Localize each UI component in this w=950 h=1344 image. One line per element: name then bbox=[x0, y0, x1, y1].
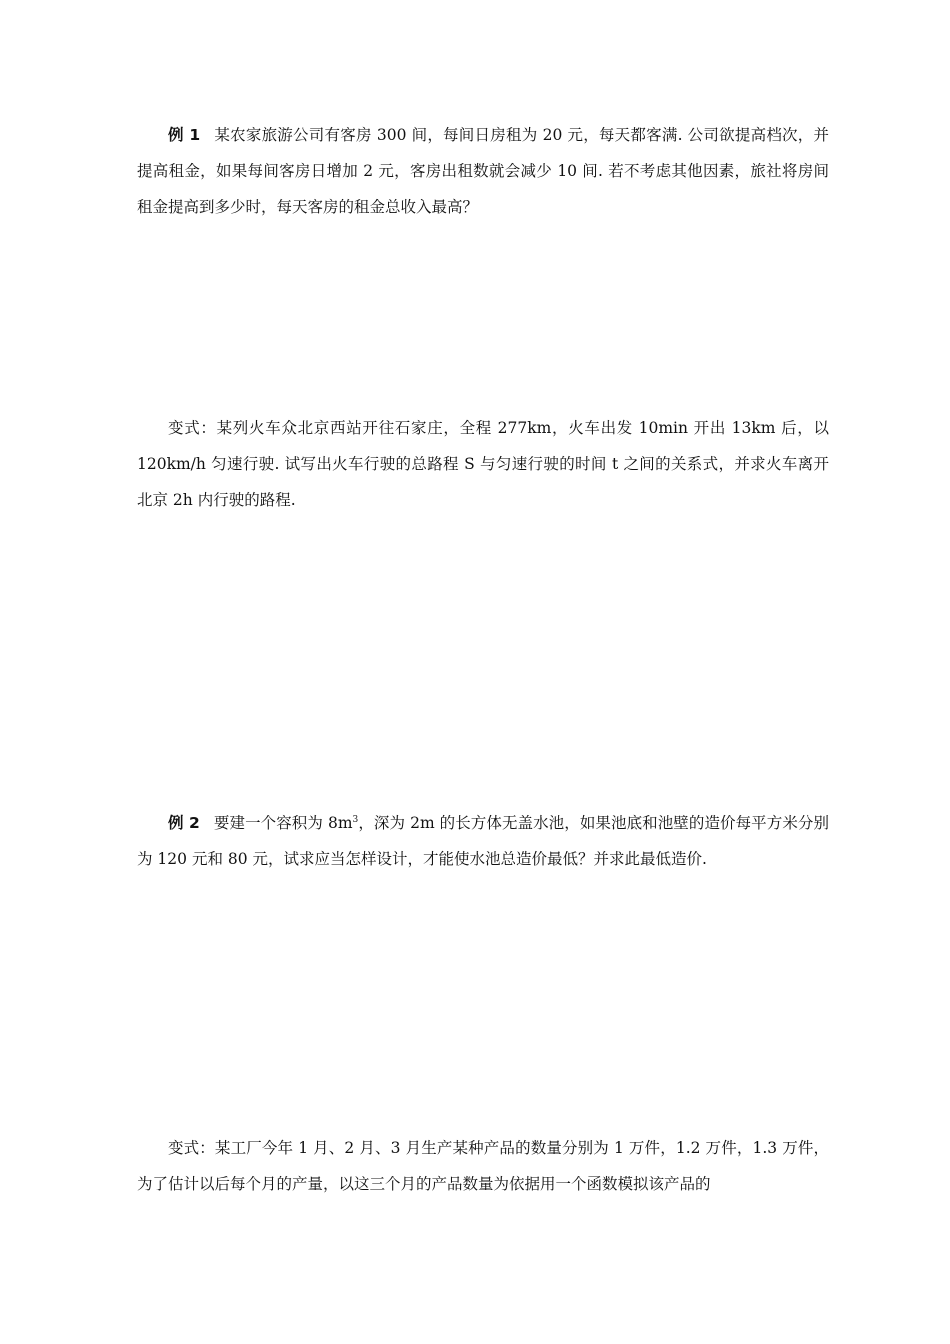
variant-2-text: 变式：某工厂今年 1 月、2 月、3 月生产某种产品的数量分别为 1 万件，1.2 万件，1.3 万件，为了估计以后每个月的产量，以这三个月的产品数量为依据用一个函数模拟该产品的 bbox=[137, 1139, 829, 1193]
example-2-superscript: 3 bbox=[352, 814, 359, 825]
variant-1-paragraph bbox=[137, 410, 829, 518]
example-1-label: 例 1 bbox=[168, 126, 201, 144]
example-2-paragraph bbox=[137, 805, 829, 877]
example-2-label: 例 2 bbox=[168, 814, 200, 832]
example-1-text: 某农家旅游公司有客房 300 间，每间日房租为 20 元，每天都客满. 公司欲提高档次，并提高租金，如果每间客房日增加 2 元，客房出租数就会减少 10 间. 若不考虑其他因素，旅社将房间租金提高到多少时，每天客房的租金总收入最高？ bbox=[137, 126, 830, 216]
variant-2-paragraph bbox=[137, 1130, 829, 1202]
example-2-text-after: ，深为 2m 的长方体无盖水池，如果池底和池壁的造价每平方米分别为 120 元和 80 元，试求应当怎样设计，才能使水池总造价最低？并求此最低造价. bbox=[137, 814, 829, 868]
example-1-paragraph bbox=[137, 117, 829, 225]
variant-1-text: 变式：某列火车众北京西站开往石家庄，全程 277km，火车出发 10min 开出 13km 后，以 120km/h 匀速行驶. 试写出火车行驶的总路程 S 与匀速行驶的时间 t 之间的关系式，并求火车离开北京 2h 内行驶的路程. bbox=[137, 419, 829, 509]
example-2-text-before: 要建一个容积为 8m bbox=[213, 814, 353, 832]
